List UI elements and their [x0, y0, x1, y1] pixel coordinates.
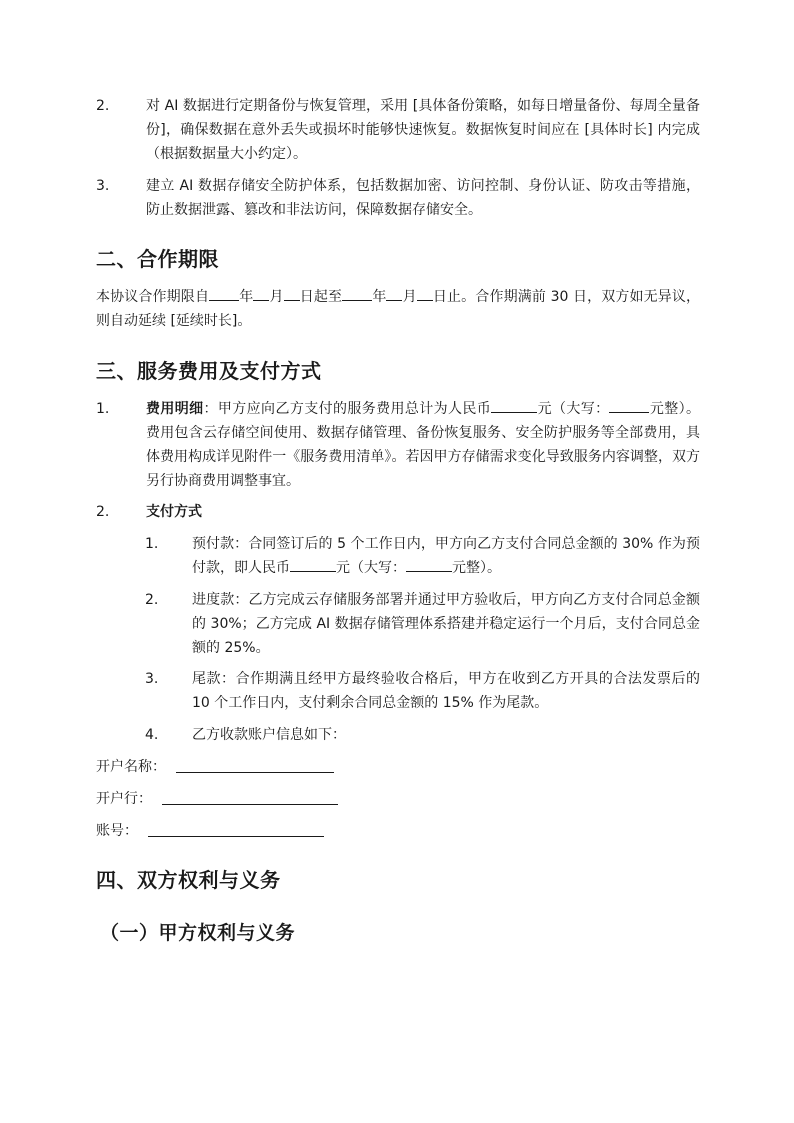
- sub-list-item: [145, 532, 700, 580]
- sub-list-item: [145, 723, 700, 747]
- list-text: 乙方收款账户信息如下：: [192, 727, 346, 743]
- list-text: 进度款：乙方完成云存储服务部署并通过甲方验收后，甲方向乙方支付合同总金额的 30%；乙方完成 AI 数据存储管理体系搭建并稳定运行一个月后，支付合同总金额的 25%。: [192, 592, 700, 656]
- blank-line: [406, 557, 452, 572]
- list-text: 费用明细：甲方应向乙方支付的服务费用总计为人民币 元（大写： 元整）。费用包含云存储空间使用、数据存储管理、备份恢复服务、安全防护服务等全部费用，具体费用构成详见附件一《服务费用清单》。若因甲方存储需求变化导致服务内容调整，双方另行协商费用调整事宜。: [146, 397, 700, 493]
- blank-line: [209, 286, 239, 301]
- list-number: 2.: [96, 504, 110, 520]
- blank-line: [609, 398, 649, 413]
- account-number-field: [96, 819, 324, 843]
- field-label: 开户行：: [96, 791, 152, 807]
- section-heading-fees: 三、服务费用及支付方式: [96, 359, 322, 383]
- blank-line: [417, 286, 433, 301]
- list-text: 对 AI 数据进行定期备份与恢复管理，采用 [具体备份策略，如每日增量备份、每周全量备份]，确保数据在意外丢失或损坏时能够快速恢复。数据恢复时间应在 [具体时长] 内完成（根据数据量大小约定）。: [146, 98, 700, 162]
- list-number: 2.: [145, 592, 159, 608]
- fill-in-line: [148, 820, 324, 837]
- blank-line: [284, 286, 300, 301]
- bank-field: [96, 787, 338, 811]
- list-text: 尾款：合作期满且经甲方最终验收合格后，甲方在收到乙方开具的合法发票后的 10 个工作日内，支付剩余合同总金额的 15% 作为尾款。: [192, 671, 700, 711]
- list-item-payment: [96, 500, 700, 524]
- blank-line: [491, 398, 537, 413]
- field-label: 开户名称：: [96, 759, 166, 775]
- sub-list-item: [145, 667, 700, 715]
- list-text: 建立 AI 数据存储安全防护体系，包括数据加密、访问控制、身份认证、防攻击等措施，防止数据泄露、篡改和非法访问，保障数据存储安全。: [146, 178, 700, 218]
- list-text: 支付方式: [146, 504, 202, 520]
- fill-in-line: [162, 788, 338, 805]
- blank-line: [342, 286, 372, 301]
- list-number: 3.: [96, 178, 110, 194]
- list-number: 1.: [96, 401, 110, 417]
- list-text: 预付款：合同签订后的 5 个工作日内，甲方向乙方支付合同总金额的 30% 作为预付款，即人民币 元（大写： 元整）。: [192, 536, 700, 576]
- list-number: 4.: [145, 727, 159, 743]
- list-number: 3.: [145, 671, 159, 687]
- list-number: 2.: [96, 98, 110, 114]
- subsection-heading-party-a: （一）甲方权利与义务: [100, 922, 296, 944]
- blank-line: [386, 286, 402, 301]
- list-item-fee-details: [96, 397, 700, 493]
- list-item: [96, 174, 700, 222]
- list-number: 1.: [145, 536, 159, 552]
- account-name-field: [96, 755, 334, 779]
- field-label: 账号：: [96, 823, 138, 839]
- section-heading-term: 二、合作期限: [96, 247, 219, 271]
- term-paragraph: 本协议合作期限自 年 月 日起至 年 月 日止。合作期满前 30 日，双方如无异议，则自动延续 [延续时长]。: [96, 285, 700, 333]
- list-item: [96, 94, 700, 166]
- fill-in-line: [176, 756, 334, 773]
- section-heading-rights: 四、双方权利与义务: [96, 868, 281, 892]
- blank-line: [253, 286, 269, 301]
- blank-line: [290, 557, 336, 572]
- sub-list-item: [145, 588, 700, 660]
